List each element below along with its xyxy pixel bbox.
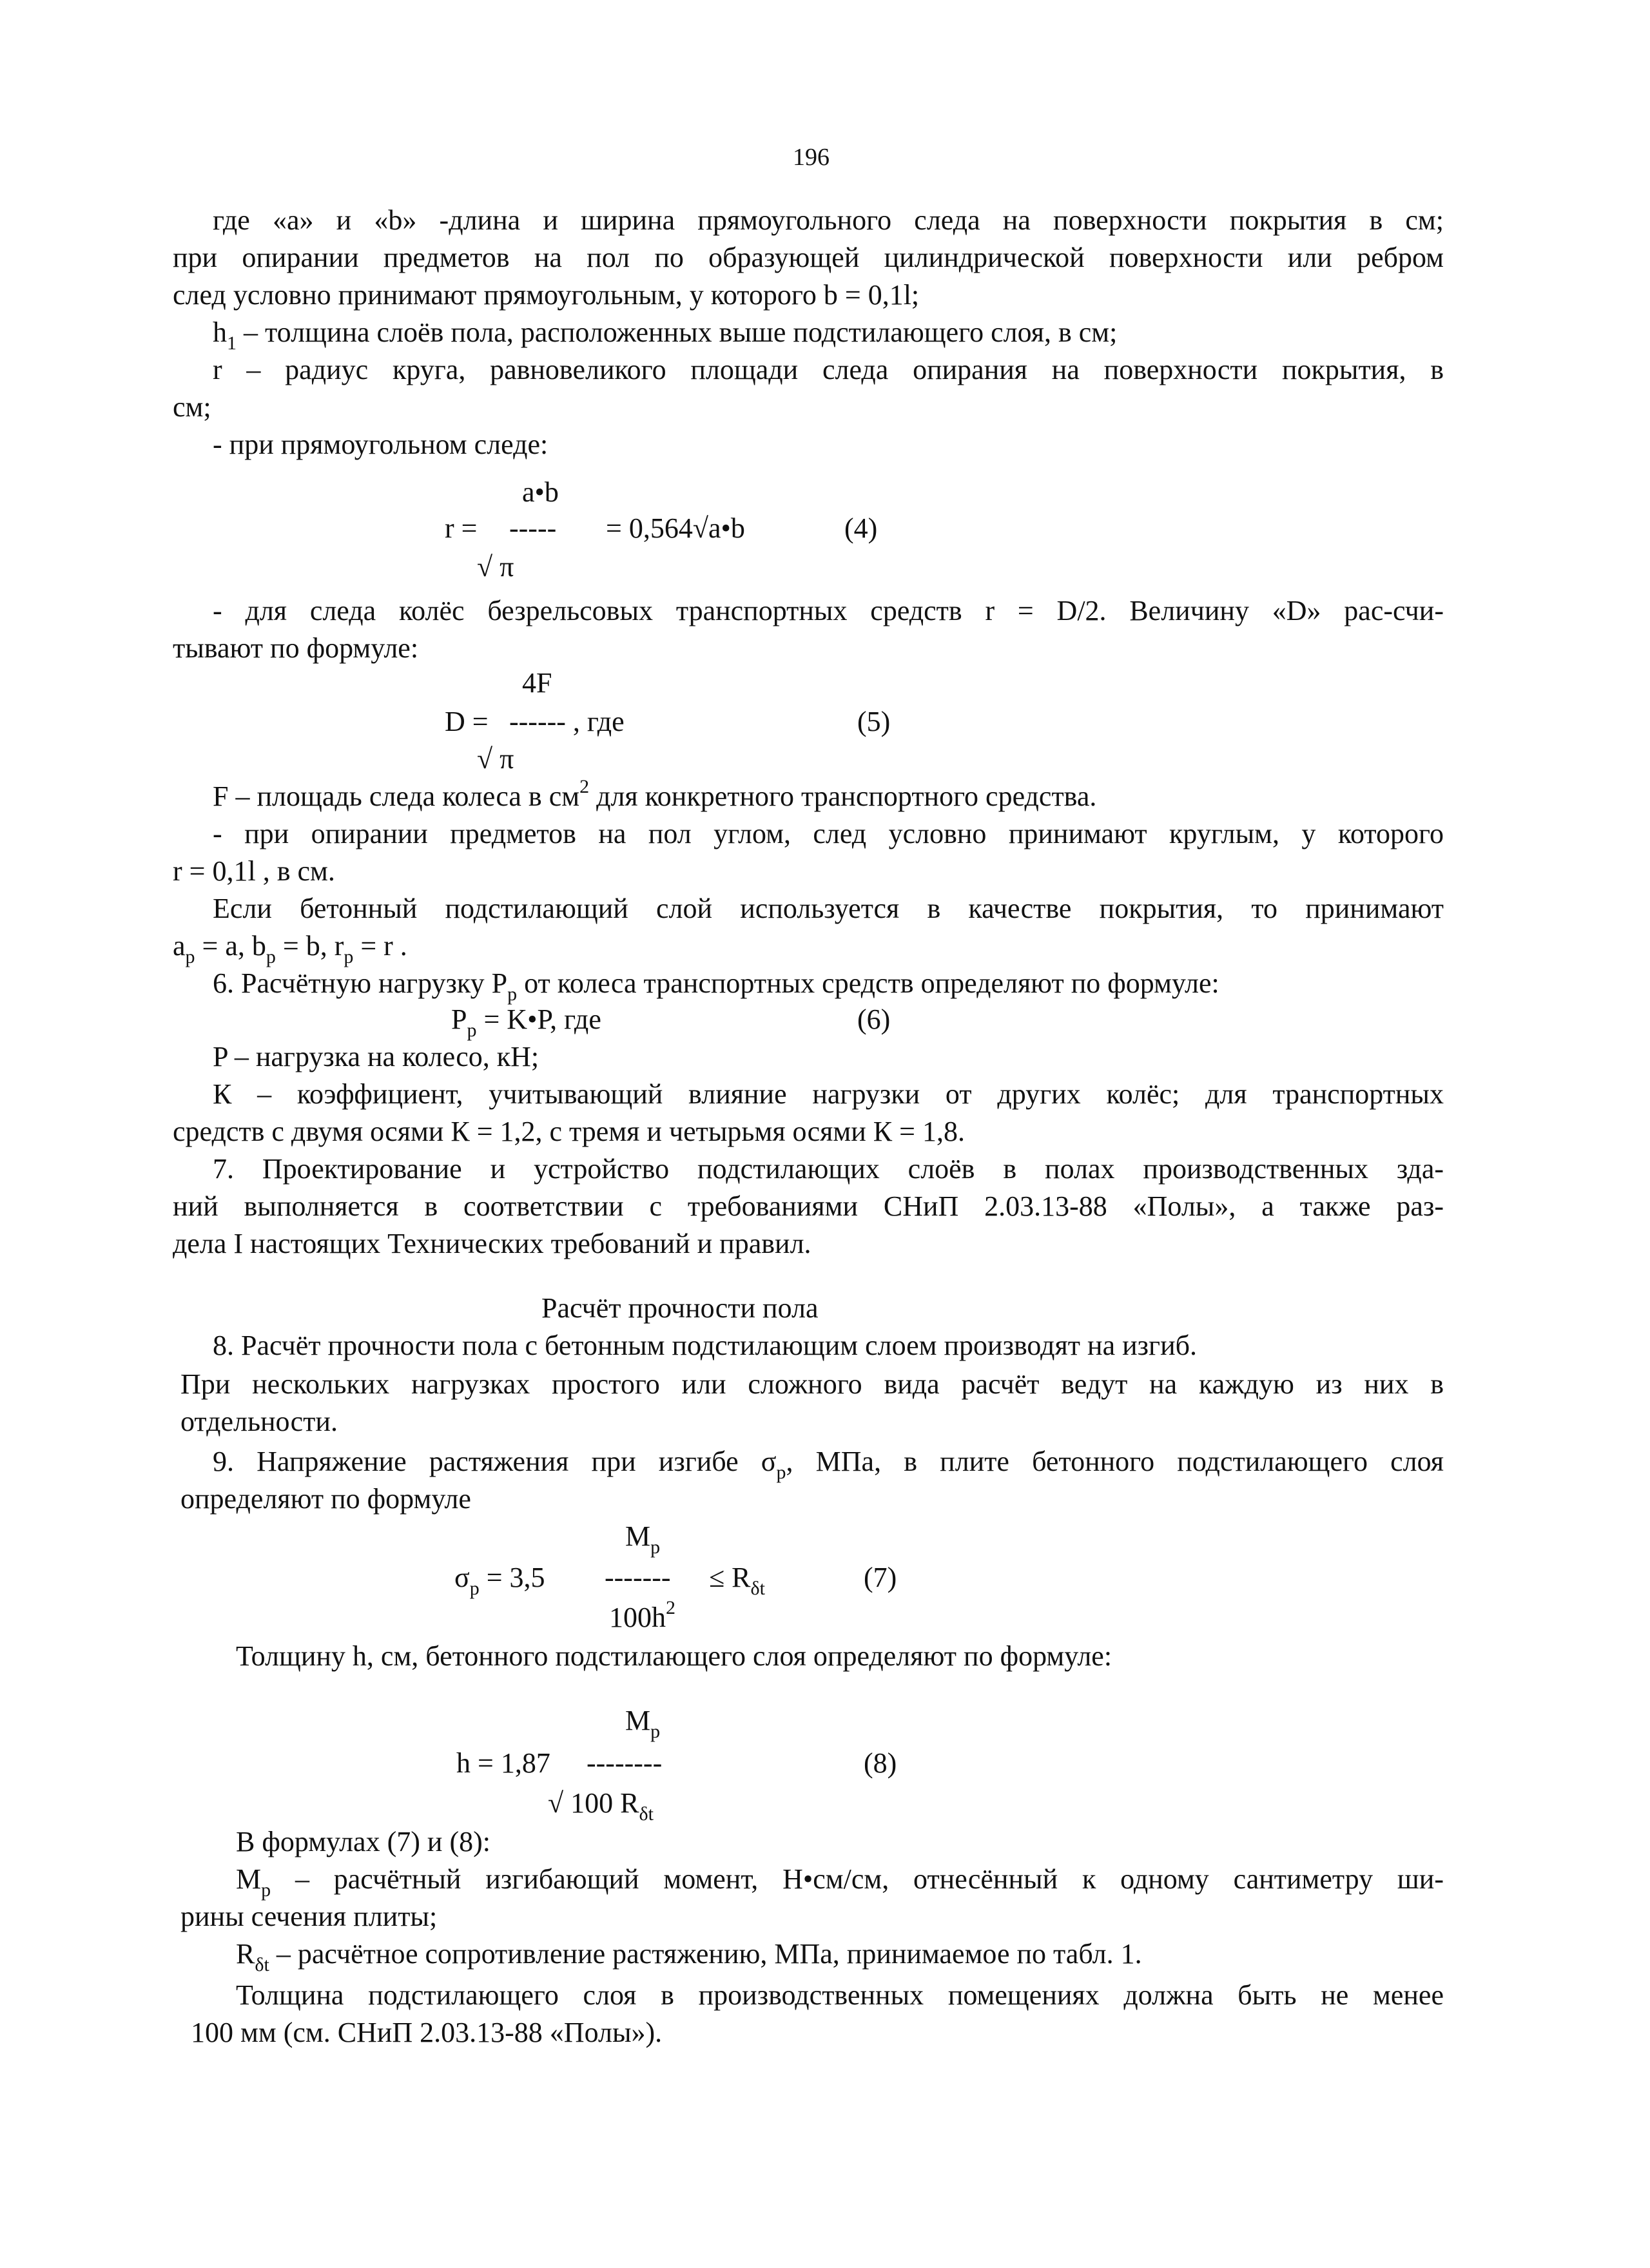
formula-5-denominator: √ π bbox=[477, 743, 514, 775]
formula-4-label: (4) bbox=[844, 512, 878, 544]
paragraph-line: 100 мм (см. СНиП 2.03.13-88 «Полы»). bbox=[191, 2017, 663, 2048]
paragraph-line: дела I настоящих Технических требований и правил. bbox=[173, 1228, 811, 1259]
paragraph-line: r – радиус круга, равновеликого площади следа опирания на поверхности покрытия, в bbox=[213, 354, 1444, 385]
formula-5-numerator: 4F bbox=[522, 667, 552, 699]
formula-7-denominator: $100h^2$ bbox=[609, 1597, 675, 1633]
paragraph-line: след условно принимают прямоугольным, у которого b = 0,1l; bbox=[173, 279, 920, 311]
paragraph-line: Если бетонный подстилающий слой используется в качестве покрытия, то принимают bbox=[213, 893, 1444, 924]
formula-4-numerator: a•b bbox=[522, 476, 559, 508]
formula-7-numerator: $M_p$ bbox=[625, 1520, 661, 1558]
formula-8-lhs: h = 1,87 bbox=[456, 1747, 550, 1779]
formula-8-label: (8) bbox=[864, 1747, 897, 1779]
formula-6-label: (6) bbox=[857, 1003, 891, 1035]
page-number: 196 bbox=[793, 144, 830, 171]
formula-7-rhs: ≤ $R_{\delta t}$ bbox=[709, 1562, 765, 1599]
paragraph-line: К – коэффициент, учитывающий влияние нагрузки от других колёс; для транспортных bbox=[213, 1078, 1444, 1110]
formula-5-fraction-bar: ------ , где bbox=[509, 706, 625, 737]
formula-8-fraction-bar: -------- bbox=[587, 1747, 663, 1779]
paragraph-line: В формулах (7) и (8): bbox=[236, 1826, 490, 1857]
paragraph-line: 6. Расчётную нагрузку $P_p$ от колеса транспортных средств определяют по формуле: bbox=[213, 967, 1219, 1005]
paragraph-line: - при прямоугольном следе: bbox=[213, 429, 548, 460]
paragraph-line: средств с двумя осями К = 1,2, с тремя и четырьмя осями К = 1,8. bbox=[173, 1116, 965, 1147]
paragraph-line: $h_1$ – толщина слоёв пола, расположенных выше подстилающего слоя, в см; bbox=[213, 316, 1118, 354]
paragraph-line: Толщину h, см, бетонного подстилающего слоя определяют по формуле: bbox=[236, 1640, 1112, 1672]
formula-6-expression: $P_p$ = K•P, где bbox=[451, 1003, 601, 1041]
formula-7-label: (7) bbox=[864, 1562, 897, 1593]
formula-4-lhs: r = bbox=[445, 512, 478, 544]
formula-4-rhs: = 0,564√a•b bbox=[606, 512, 745, 544]
paragraph-line: определяют по формуле bbox=[180, 1483, 471, 1515]
paragraph-line: P – нагрузка на колесо, кН; bbox=[213, 1041, 539, 1072]
paragraph-line: тывают по формуле: bbox=[173, 632, 419, 664]
paragraph-line: ний выполняется в соответствии с требованиями СНиП 2.03.13-88 «Полы», а также раз- bbox=[173, 1190, 1444, 1222]
paragraph-line: F – площадь следа колеса в $см^2$ для конкретного транспортного средства. bbox=[213, 776, 1097, 812]
paragraph-line: см; bbox=[173, 391, 211, 423]
paragraph-line: отдельности. bbox=[180, 1406, 338, 1437]
formula-8-numerator: $M_p$ bbox=[625, 1705, 661, 1742]
formula-7-lhs: $\sigma_p = 3,5$ bbox=[454, 1562, 545, 1599]
paragraph-line: где «а» и «b» -длина и ширина прямоугольного следа на поверхности покрытия в см; bbox=[213, 204, 1444, 236]
formula-5-lhs: D = bbox=[445, 706, 489, 737]
formula-8-denominator: √ 100 $R_{\delta t}$ bbox=[548, 1787, 654, 1825]
paragraph-line: r = 0,1l , в см. bbox=[173, 855, 335, 887]
paragraph-line: при опирании предметов на пол по образующей цилиндрической поверхности или ребром bbox=[173, 242, 1444, 273]
paragraph-line: Толщина подстилающего слоя в производственных помещениях должна быть не менее bbox=[236, 1979, 1444, 2011]
formula-7-fraction-bar: ------- bbox=[605, 1562, 671, 1593]
paragraph-line: рины сечения плиты; bbox=[180, 1901, 438, 1932]
paragraph-line: - для следа колёс безрельсовых транспортных средств r = D/2. Величину «D» рас-счи- bbox=[213, 595, 1444, 626]
paragraph-line: - при опирании предметов на пол углом, след условно принимают круглым, у которого bbox=[213, 818, 1444, 849]
paragraph-line: 9. Напряжение растяжения при изгибе $\sigma_p$, МПа, в плите бетонного подстилающего слоя bbox=[213, 1446, 1444, 1483]
formula-5-label: (5) bbox=[857, 706, 891, 737]
paragraph-line: $a_p = a$, $b_p = b$, $r_p = r$ . bbox=[173, 930, 407, 967]
paragraph-line: 7. Проектирование и устройство подстилающих слоёв в полах производственных зда- bbox=[213, 1153, 1444, 1185]
paragraph-line: $R_{\delta t}$ – расчётное сопротивление растяжению, МПа, принимаемое по табл. 1. bbox=[236, 1938, 1142, 1975]
formula-4-fraction-bar: ----- bbox=[509, 512, 557, 544]
formula-4-denominator: √ π bbox=[477, 551, 514, 583]
paragraph-line: $M_p$ – расчётный изгибающий момент, Н•см/см, отнесённый к одному сантиметру ши- bbox=[236, 1863, 1444, 1901]
paragraph-line: 8. Расчёт прочности пола с бетонным подстилающим слоем производят на изгиб. bbox=[213, 1330, 1198, 1361]
paragraph-line: При нескольких нагрузках простого или сложного вида расчёт ведут на каждую из них в bbox=[180, 1368, 1444, 1400]
section-heading: Расчёт прочности пола bbox=[541, 1292, 819, 1324]
